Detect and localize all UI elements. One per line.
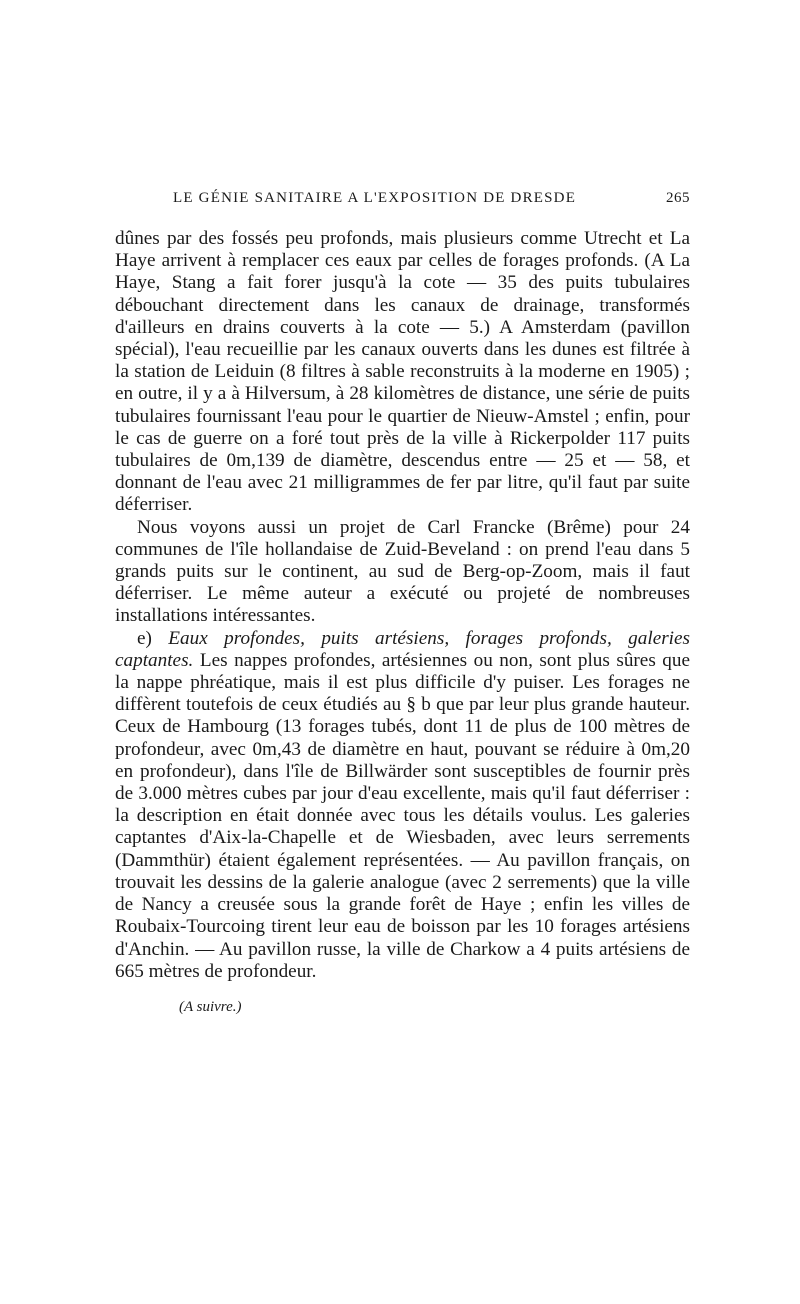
paragraph-francke: Nous voyons aussi un projet de Carl Francke (Brême) pour 24 communes de l'île hollandaise de Zuid-Beveland : on prend l'eau dans 5 grands puits sur le continent, au sud de Berg-op-Zoom, mais il faut déferriser. Le même auteur a exécuté ou projeté de nombreuses installations intéressantes. bbox=[115, 516, 690, 627]
paragraph-continued: dûnes par des fossés peu profonds, mais plusieurs comme Utrecht et La Haye arrivent à remplacer ces eaux par celles de forages profonds. (A La Haye, Stang a fait forer jusqu'à la cote — 35 des puits tubulaires débouchant directement dans les canaux de drainage, transformés d'ailleurs en drains couverts à la cote — 5.) A Amsterdam (pavillon spécial), l'eau recueillie par les canaux ouverts dans les dunes est filtrée à la station de Leiduin (8 filtres à sable reconstruits à la moderne en 1905) ; en outre, il y a à Hilversum, à 28 kilomètres de distance, une série de puits tubulaires fournissant l'eau pour le quartier de Nieuw-Amstel ; enfin, pour le cas de guerre on a foré tout près de la ville à Rickerpolder 117 puits tubulaires de 0m,139 de diamètre, descendus entre — 25 et — 58, et donnant de l'eau avec 21 milligrammes de fer par litre, qu'il faut par suite déferriser. bbox=[115, 228, 690, 516]
page-number: 265 bbox=[666, 190, 690, 206]
section-body: Les nappes profondes, artésiennes ou non, sont plus sûres que la nappe phréatique, mais il est plus difficile d'y puiser. Les forages ne diffèrent toutefois de ceux étudiés au § b que par leur plus grande hauteur. Ceux de Hambourg (13 forages tubés, dont 11 de plus de 100 mètres de profondeur, avec 0m,43 de diamètre en haut, pouvant se réduire à 0m,20 en profondeur), dans l'île de Billwärder sont susceptibles de fournir près de 3.000 mètres cubes par jour d'eau excellente, mais qu'il faut déferriser : la description en était donnée avec tous les détails voulus. Les galeries captantes d'Aix-la-Chapelle et de Wiesbaden, avec leurs serrements (Dammthür) étaient également représentées. — Au pavillon français, on trouvait les dessins de la galerie analogue (avec 2 serrements) que la ville de Nancy a creusée sous la grande forêt de Haye ; enfin les villes de Roubaix-Tourcoing tirent leur eau de boisson par les 10 forages artésiens d'Anchin. — Au pavillon russe, la ville de Charkow a 4 puits artésiens de 665 mètres de profondeur. bbox=[115, 649, 690, 982]
document-page bbox=[115, 190, 690, 1016]
section-label: e) bbox=[137, 627, 152, 649]
running-head bbox=[115, 190, 690, 216]
to-be-continued: (A suivre.) bbox=[179, 998, 242, 1015]
running-title: LE GÉNIE SANITAIRE A L'EXPOSITION DE DRESDE bbox=[173, 190, 577, 206]
body-text bbox=[115, 228, 690, 983]
section-heading: Eaux profondes, puits artésiens, forages profonds, galeries captantes. bbox=[115, 627, 690, 671]
paragraph-eaux-profondes bbox=[115, 628, 690, 983]
